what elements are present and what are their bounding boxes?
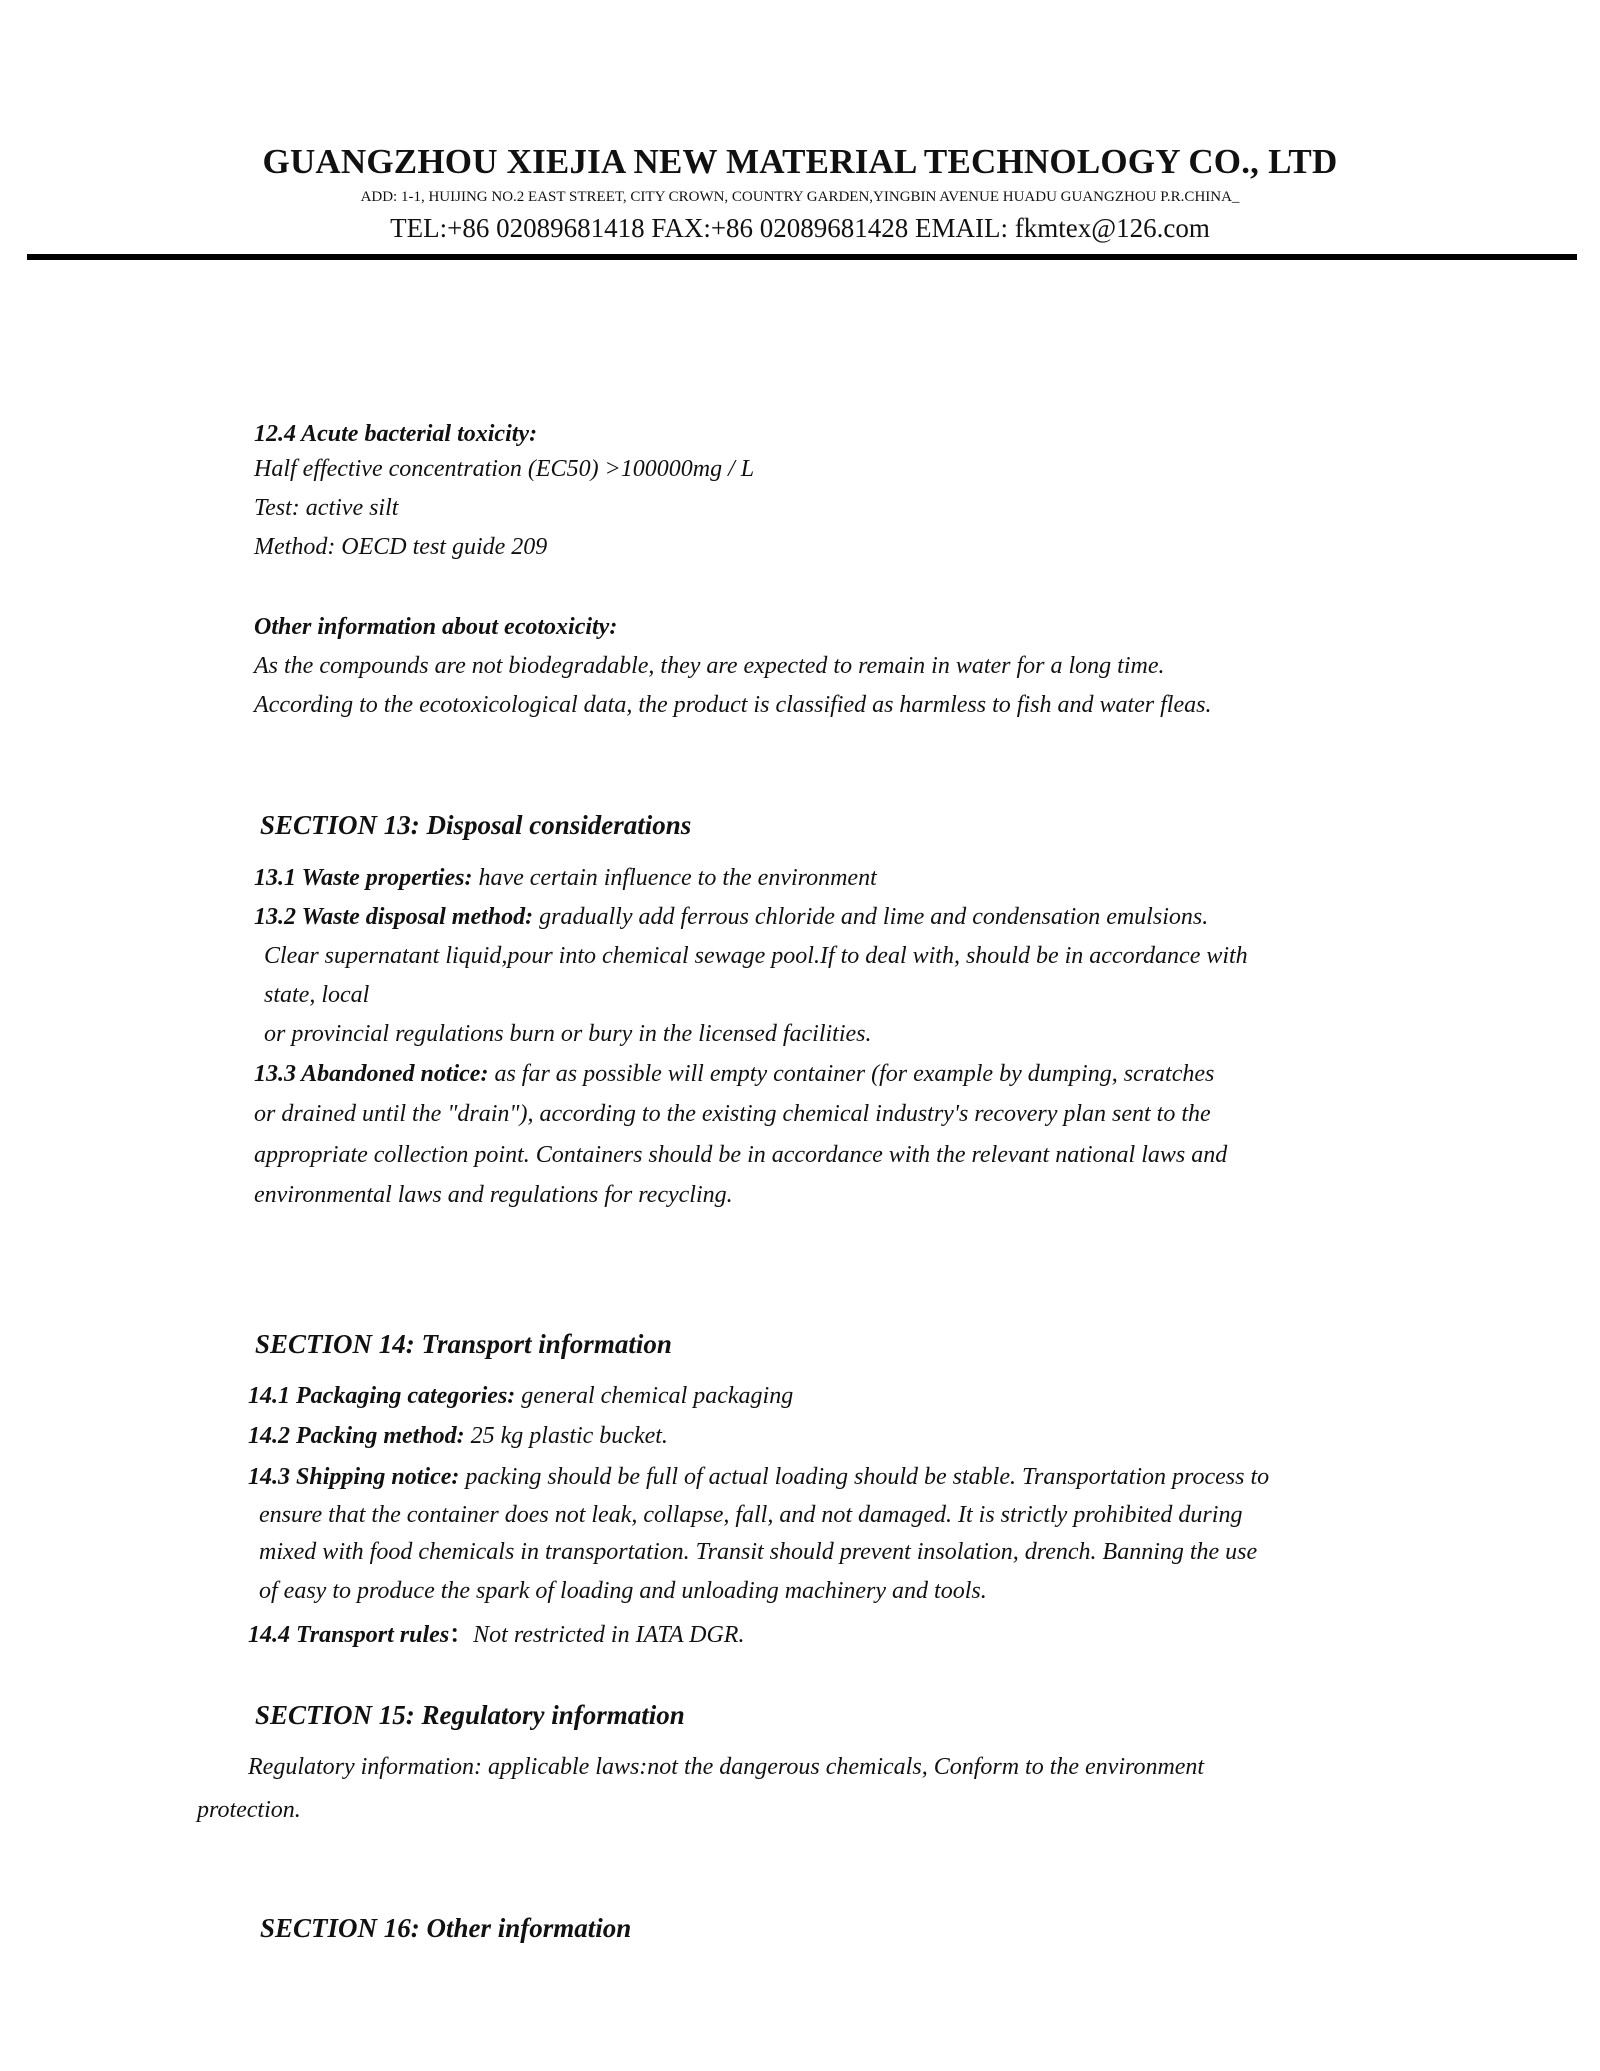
shipping-notice-continued: ensure that the container does not leak, collapse, fall, and not damaged. It is strictly prohibited during [259,1502,1243,1528]
company-name: GUANGZHOU XIEJIA NEW MATERIAL TECHNOLOGY CO., LTD [262,142,1338,181]
transport-rules-item [248,1623,744,1647]
abandoned-notice-continued: environmental laws and regulations for recycling. [254,1182,733,1208]
header-divider [27,254,1577,260]
ecotoxicity-line: According to the ecotoxicological data, the product is classified as harmless to fish and water fleas. [254,692,1212,718]
item-separator: ： [449,1622,474,1648]
item-text: 25 kg plastic bucket. [464,1423,668,1449]
item-label: 14.4 Transport rules [248,1622,450,1648]
item-text: as far as possible will empty container (for example by dumping, scratches [488,1061,1215,1087]
item-label: 14.2 Packing method: [248,1423,465,1449]
abandoned-notice-continued: appropriate collection point. Containers should be in accordance with the relevant national laws and [254,1142,1228,1168]
item-text: gradually add ferrous chloride and lime and condensation emulsions. [533,904,1209,930]
item-text: packing should be full of actual loading should be stable. Transportation process to [459,1464,1270,1490]
item-label: 13.3 Abandoned notice: [254,1061,489,1087]
abandoned-notice-item [254,1062,1214,1086]
waste-disposal-continued: Clear supernatant liquid,pour into chemical sewage pool.If to deal with, should be in accordance with [264,943,1248,969]
shipping-notice-continued: mixed with food chemicals in transportation. Transit should prevent insolation, drench. Banning the use [259,1539,1258,1565]
item-label: 14.1 Packaging categories: [248,1383,516,1409]
section-16-title: SECTION 16: Other information [260,1913,632,1943]
shipping-notice-item [248,1465,1269,1489]
ecotoxicity-heading: Other information about ecotoxicity: [254,614,618,640]
waste-disposal-continued: or provincial regulations burn or bury in the licensed facilities. [264,1021,872,1047]
section-13-title: SECTION 13: Disposal considerations [260,810,692,840]
item-label: 14.3 Shipping notice: [248,1464,460,1490]
item-label: 13.2 Waste disposal method: [254,904,534,930]
ecotoxicity-line: As the compounds are not biodegradable, they are expected to remain in water for a long time. [254,653,1165,679]
item-text: Not restricted in IATA DGR. [473,1622,745,1648]
waste-properties-item [254,866,877,890]
packaging-categories-item [248,1384,793,1408]
acute-toxicity-line: Test: active silt [254,495,399,521]
company-address: ADD: 1-1, HUIJING NO.2 EAST STREET, CITY CROWN, COUNTRY GARDEN,YINGBIN AVENUE HUADU GUANGZHOU P.R.CHINA_ [360,189,1240,205]
waste-disposal-item [254,905,1208,929]
acute-toxicity-line: Half effective concentration (EC50) >100000mg / L [254,456,755,482]
packing-method-item [248,1424,668,1448]
waste-disposal-continued: state, local [264,982,370,1008]
item-label: 13.1 Waste properties: [254,865,473,891]
company-contact: TEL:+86 02089681418 FAX:+86 02089681428 EMAIL: fkmtex@126.com [390,213,1210,243]
acute-toxicity-line: Method: OECD test guide 209 [254,534,548,560]
item-text: general chemical packaging [515,1383,794,1409]
regulatory-text: Regulatory information: applicable laws:not the dangerous chemicals, Conform to the environment [248,1754,1205,1780]
regulatory-text: protection. [197,1797,301,1823]
section-15-title: SECTION 15: Regulatory information [255,1700,685,1730]
abandoned-notice-continued: or drained until the "drain"), according to the existing chemical industry's recovery plan sent to the [254,1101,1211,1127]
section-14-title: SECTION 14: Transport information [255,1329,672,1359]
item-text: have certain influence to the environment [472,865,877,891]
shipping-notice-continued: of easy to produce the spark of loading and unloading machinery and tools. [259,1578,987,1604]
acute-toxicity-heading: 12.4 Acute bacterial toxicity: [254,421,538,447]
